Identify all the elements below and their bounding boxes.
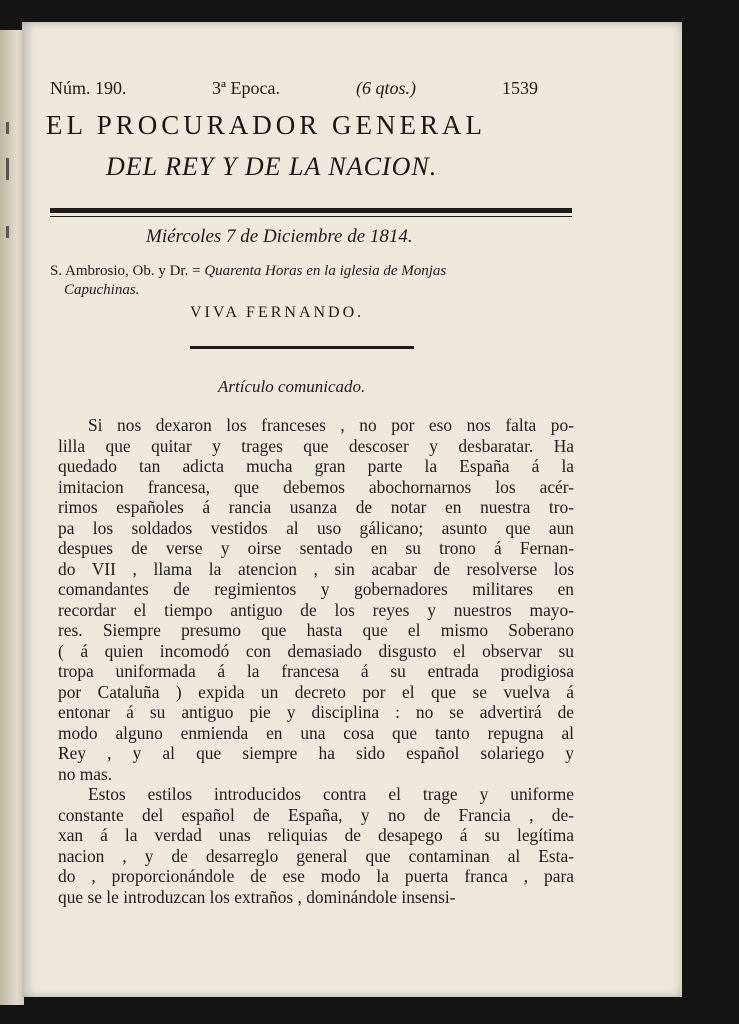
- motto: VIVA FERNANDO.: [190, 304, 365, 321]
- body-line: por Cataluña ) expida un decreto por el que se vuelva á: [58, 681, 574, 702]
- section-title: Artículo comunicado.: [218, 377, 366, 396]
- body-line: rimos españoles á rancia usanza de notar en nuestra tro-: [58, 497, 574, 517]
- body-line: que se le introduzcan los extraños , dominándole insensi-: [58, 886, 456, 907]
- saint-of-day: [50, 262, 570, 300]
- masthead-rule-thin: [50, 216, 572, 217]
- facing-page-ink-mark: [6, 226, 9, 238]
- body-line: modo alguno enmienda en una cosa que tanto repugna al: [58, 722, 574, 743]
- body-line: xan á la verdad unas reliquias de desapego á su legítima: [58, 825, 574, 845]
- issue-number: Núm. 190.: [50, 78, 127, 98]
- section-rule: [190, 346, 414, 349]
- facing-page-ink-mark: [6, 122, 9, 134]
- body-line: lilla que quitar y trages que descoser y desbaratar. Ha: [58, 435, 574, 456]
- body-line: despues de verse y oirse sentado en su trono á Fernan-: [58, 538, 574, 558]
- saint-name: S. Ambrosio, Ob. y Dr. =: [50, 263, 205, 279]
- masthead-title: EL PROCURADOR GENERAL: [46, 110, 487, 140]
- body-line: comandantes de regimientos y gobernadores militares en: [58, 579, 574, 599]
- epoch-label: 3ª Epoca.: [212, 78, 280, 98]
- body-line: Rey , y al que siempre ha sido español solariego y: [58, 743, 574, 763]
- body-line: imitacion francesa, que debemos abochornarnos los acér-: [58, 476, 574, 497]
- body-line: res. Siempre presumo que hasta que el mismo Soberano: [58, 620, 574, 640]
- body-line: entonar á su antiguo pie y disciplina : no se advertirá de: [58, 702, 574, 722]
- body-line: constante del español de España, y no de Francia , de-: [58, 804, 574, 825]
- body-line: pa los soldados vestidos al uso gálicano; asunto que aun: [58, 517, 574, 538]
- body-line: do VII , llama la atencion , sin acabar de resolverse los: [58, 558, 574, 579]
- body-line: quedado tan adicta mucha gran parte la España á la: [58, 456, 574, 476]
- facing-page-edge: [0, 30, 24, 1005]
- masthead-subtitle: DEL REY Y DE LA NACION.: [106, 152, 438, 181]
- body-line: no mas.: [58, 763, 113, 784]
- body-line: ( á quien incomodó con demasiado disgusto el observar su: [58, 640, 574, 661]
- newspaper-page: [22, 22, 682, 997]
- body-line: do , proporcionándole de ese modo la puerta franca , para: [58, 866, 574, 886]
- quartos-label: (6 qtos.): [356, 78, 416, 98]
- masthead-rule: [50, 208, 572, 213]
- body-line: tropa uniformada á la francesa á su entrada prodigiosa: [58, 661, 574, 681]
- body-line: Si nos dexaron los franceses , no por eso nos falta po-: [88, 415, 574, 435]
- body-line: recordar el tiempo antiguo de los reyes y nuestros mayo-: [58, 599, 574, 620]
- page-number: 1539: [502, 78, 538, 98]
- body-line: Estos estilos introducidos contra el trage y uniforme: [88, 784, 574, 804]
- saint-note-continued: Capuchinas.: [64, 282, 140, 298]
- article-body: [58, 415, 574, 907]
- saint-note: Quarenta Horas en la iglesia de Monjas: [204, 263, 447, 279]
- facing-page-ink-mark: [6, 158, 9, 180]
- dateline: Miércoles 7 de Diciembre de 1814.: [146, 226, 413, 247]
- body-line: nacion , y de desarreglo general que contaminan al Esta-: [58, 845, 574, 866]
